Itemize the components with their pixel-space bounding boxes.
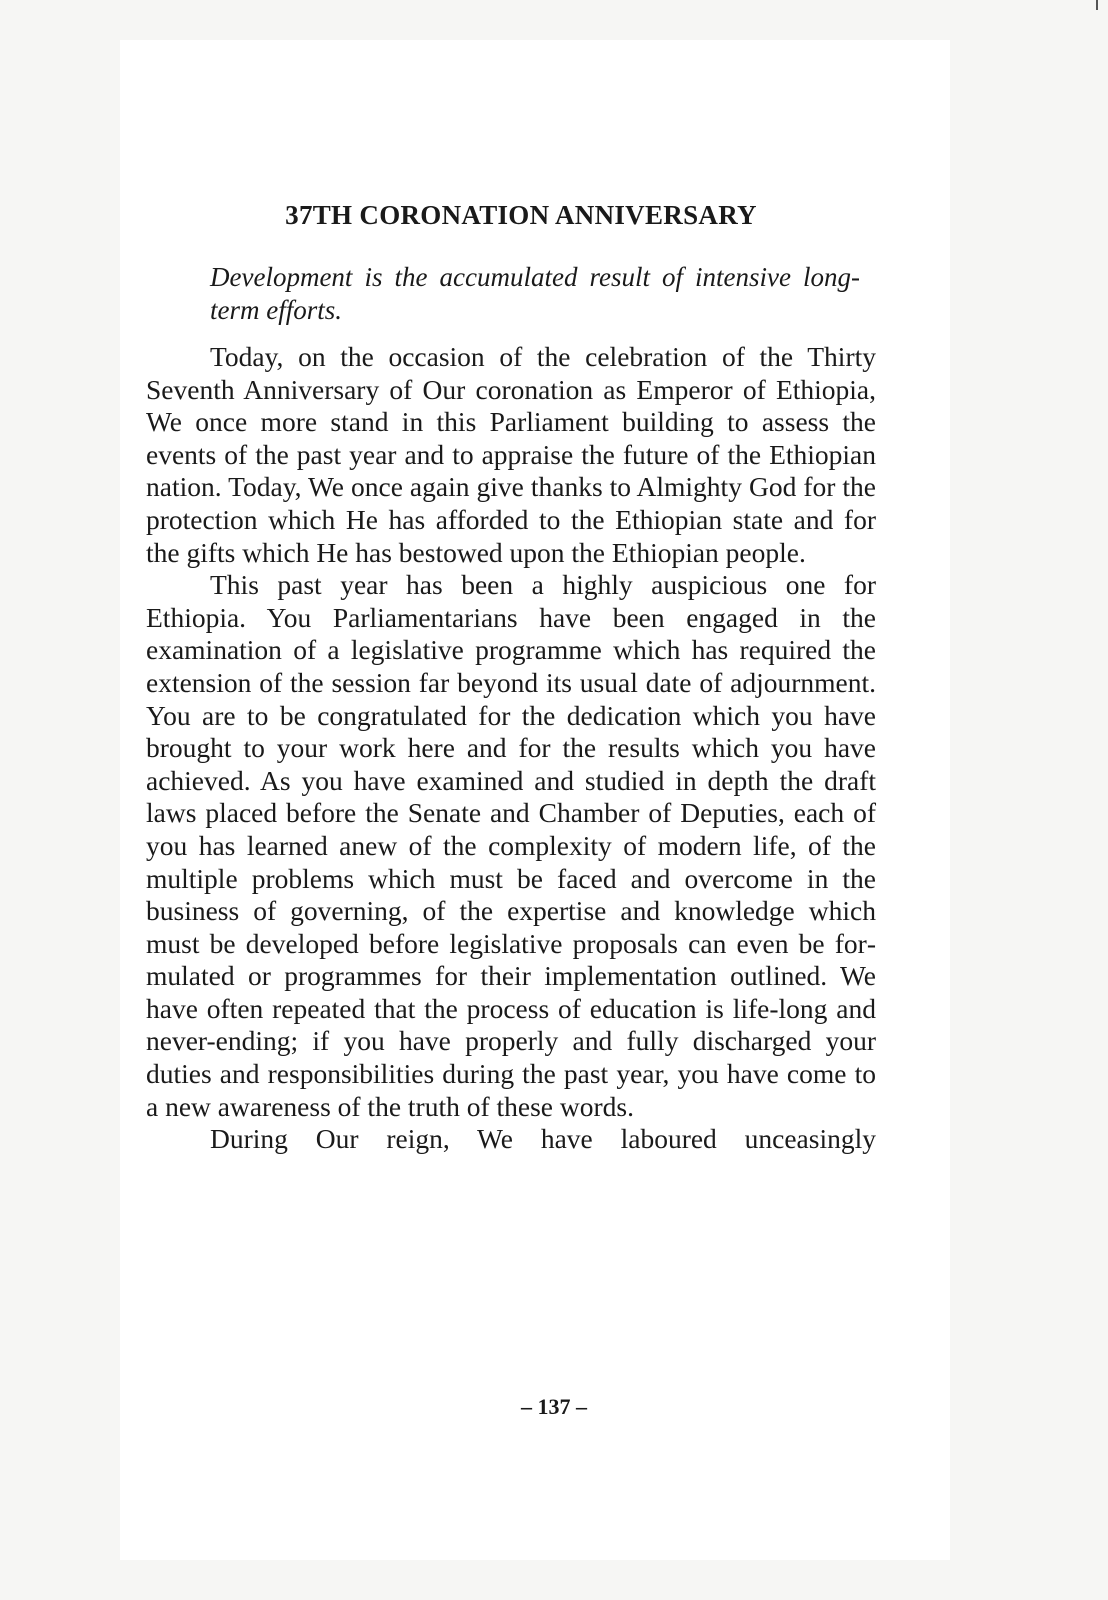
paragraph-3: During Our reign, We have laboured unceasingly (210, 1123, 876, 1155)
paragraph-2: This past year has been a highly auspicious one for Ethiopia. You Parliamentarians have been engaged in the examination of a legislative programme which has required the extension of the session far beyond its usual date of adjournment. You are to be congratulated for the dedication which you have brought to your work here and for the results which you have achieved. As you have examined and studied in depth the draft laws placed before the Senate and Chamber of Deputies, each of you has learned anew of the complexity of modern life, of the multiple problems which must be faced and overcome in the business of governing, of the expertise and knowledge which must be developed before legislative proposals can even be formulated or programmes for their implementation outlined. We have often repeated that the process of education is life-long and never-ending; if you have properly and fully discharged your duties and responsibilities during the past year, you have come to a new awareness of the truth of these words. (146, 569, 876, 1122)
epigraph: Development is the accumulated result of intensive long-term efforts. (210, 262, 860, 325)
corner-mark (1096, 0, 1098, 10)
paragraph-1: Today, on the occasion of the celebration of the Thirty Seventh Anniversary of Our coronation as Emperor of Ethiopia, We once more stand in this Parliament building to assess the events of the past year and to appraise the future of the Ethiopian nation. Today, We once again give thanks to Almighty God for the protection which He has afforded to the Ethiopian state and for the gifts which He has bestowed upon the Ethiopian people. (146, 341, 876, 568)
page-title: 37TH CORONATION ANNIVERSARY (285, 200, 757, 230)
page-number: – 137 – (521, 1394, 587, 1419)
page-content (146, 200, 876, 1156)
